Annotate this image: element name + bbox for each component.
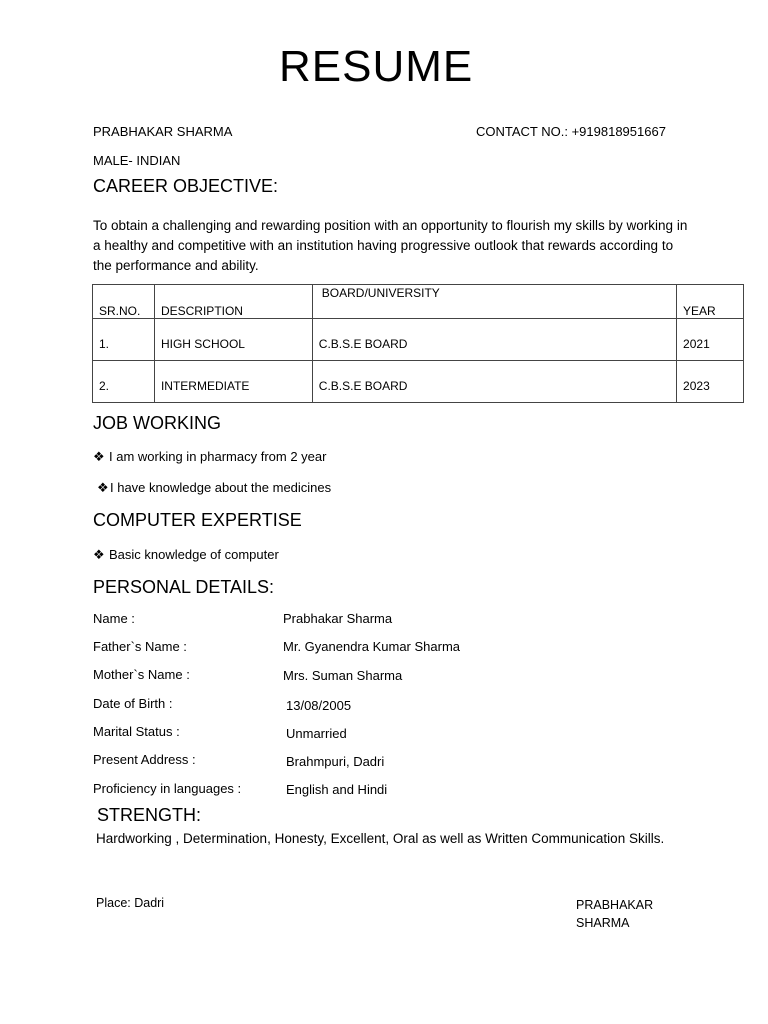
detail-label-father: Father`s Name : — [93, 639, 187, 654]
applicant-name: PRABHAKAR SHARMA — [93, 124, 233, 139]
detail-label-dob: Date of Birth : — [93, 696, 173, 711]
page-title: RESUME — [279, 42, 474, 91]
career-objective-heading: CAREER OBJECTIVE: — [93, 176, 279, 196]
diamond-bullet-icon: ❖ — [93, 547, 105, 562]
detail-value-dob: 13/08/2005 — [286, 698, 352, 713]
table-row — [93, 319, 744, 361]
list-item-text: I am working in pharmacy from 2 year — [109, 449, 327, 464]
list-item — [93, 547, 279, 563]
table-row — [93, 361, 744, 403]
contact-number: CONTACT NO.: +919818951667 — [476, 124, 666, 139]
personal-details-heading: PERSONAL DETAILS: — [93, 577, 275, 597]
cell-year: 2023 — [677, 361, 744, 403]
detail-label-mother: Mother`s Name : — [93, 667, 190, 682]
cell-year: 2021 — [677, 319, 744, 361]
detail-label-languages: Proficiency in languages : — [93, 781, 242, 796]
list-item-text: Basic knowledge of computer — [109, 547, 279, 562]
diamond-bullet-icon: ❖ — [97, 480, 109, 495]
education-table — [92, 284, 744, 403]
cell-description: INTERMEDIATE — [154, 361, 312, 403]
list-item-text: I have knowledge about the medicines — [110, 480, 332, 495]
cell-srno: 1. — [93, 319, 155, 361]
gender-nationality: MALE- INDIAN — [93, 153, 181, 168]
cell-board: C.B.S.E BOARD — [312, 361, 676, 403]
detail-label-address: Present Address : — [93, 752, 196, 767]
header-description: DESCRIPTION — [154, 285, 312, 319]
list-item — [97, 480, 331, 496]
career-objective-text: To obtain a challenging and rewarding position with an opportunity to flourish my skills by working in a healthy and competitive with an institution having progressive outlook that rewards according to the performance and ability. — [93, 218, 688, 273]
cell-description: HIGH SCHOOL — [154, 319, 312, 361]
header-srno: SR.NO. — [93, 285, 155, 319]
detail-label-name: Name : — [93, 611, 135, 626]
cell-srno: 2. — [93, 361, 155, 403]
detail-label-marital: Marital Status : — [93, 724, 180, 739]
computer-expertise-heading: COMPUTER EXPERTISE — [93, 510, 302, 530]
signature-name: PRABHAKAR SHARMA — [576, 898, 654, 930]
header-board: BOARD/UNIVERSITY — [312, 285, 676, 319]
detail-value-languages: English and Hindi — [286, 782, 388, 797]
list-item — [93, 449, 326, 465]
diamond-bullet-icon: ❖ — [93, 449, 105, 464]
strength-heading: STRENGTH: — [97, 805, 202, 825]
detail-value-father: Mr. Gyanendra Kumar Sharma — [283, 639, 461, 654]
strength-text: Hardworking , Determination, Honesty, Excellent, Oral as well as Written Communication Skills. — [96, 831, 665, 846]
job-working-heading: JOB WORKING — [93, 413, 222, 433]
detail-value-address: Brahmpuri, Dadri — [286, 754, 385, 769]
cell-board: C.B.S.E BOARD — [312, 319, 676, 361]
place-text: Place: Dadri — [96, 896, 165, 910]
header-year: YEAR — [677, 285, 744, 319]
detail-value-mother: Mrs. Suman Sharma — [283, 668, 403, 683]
education-header-row — [93, 285, 744, 319]
detail-value-marital: Unmarried — [286, 726, 347, 741]
detail-value-name: Prabhakar Sharma — [283, 611, 393, 626]
